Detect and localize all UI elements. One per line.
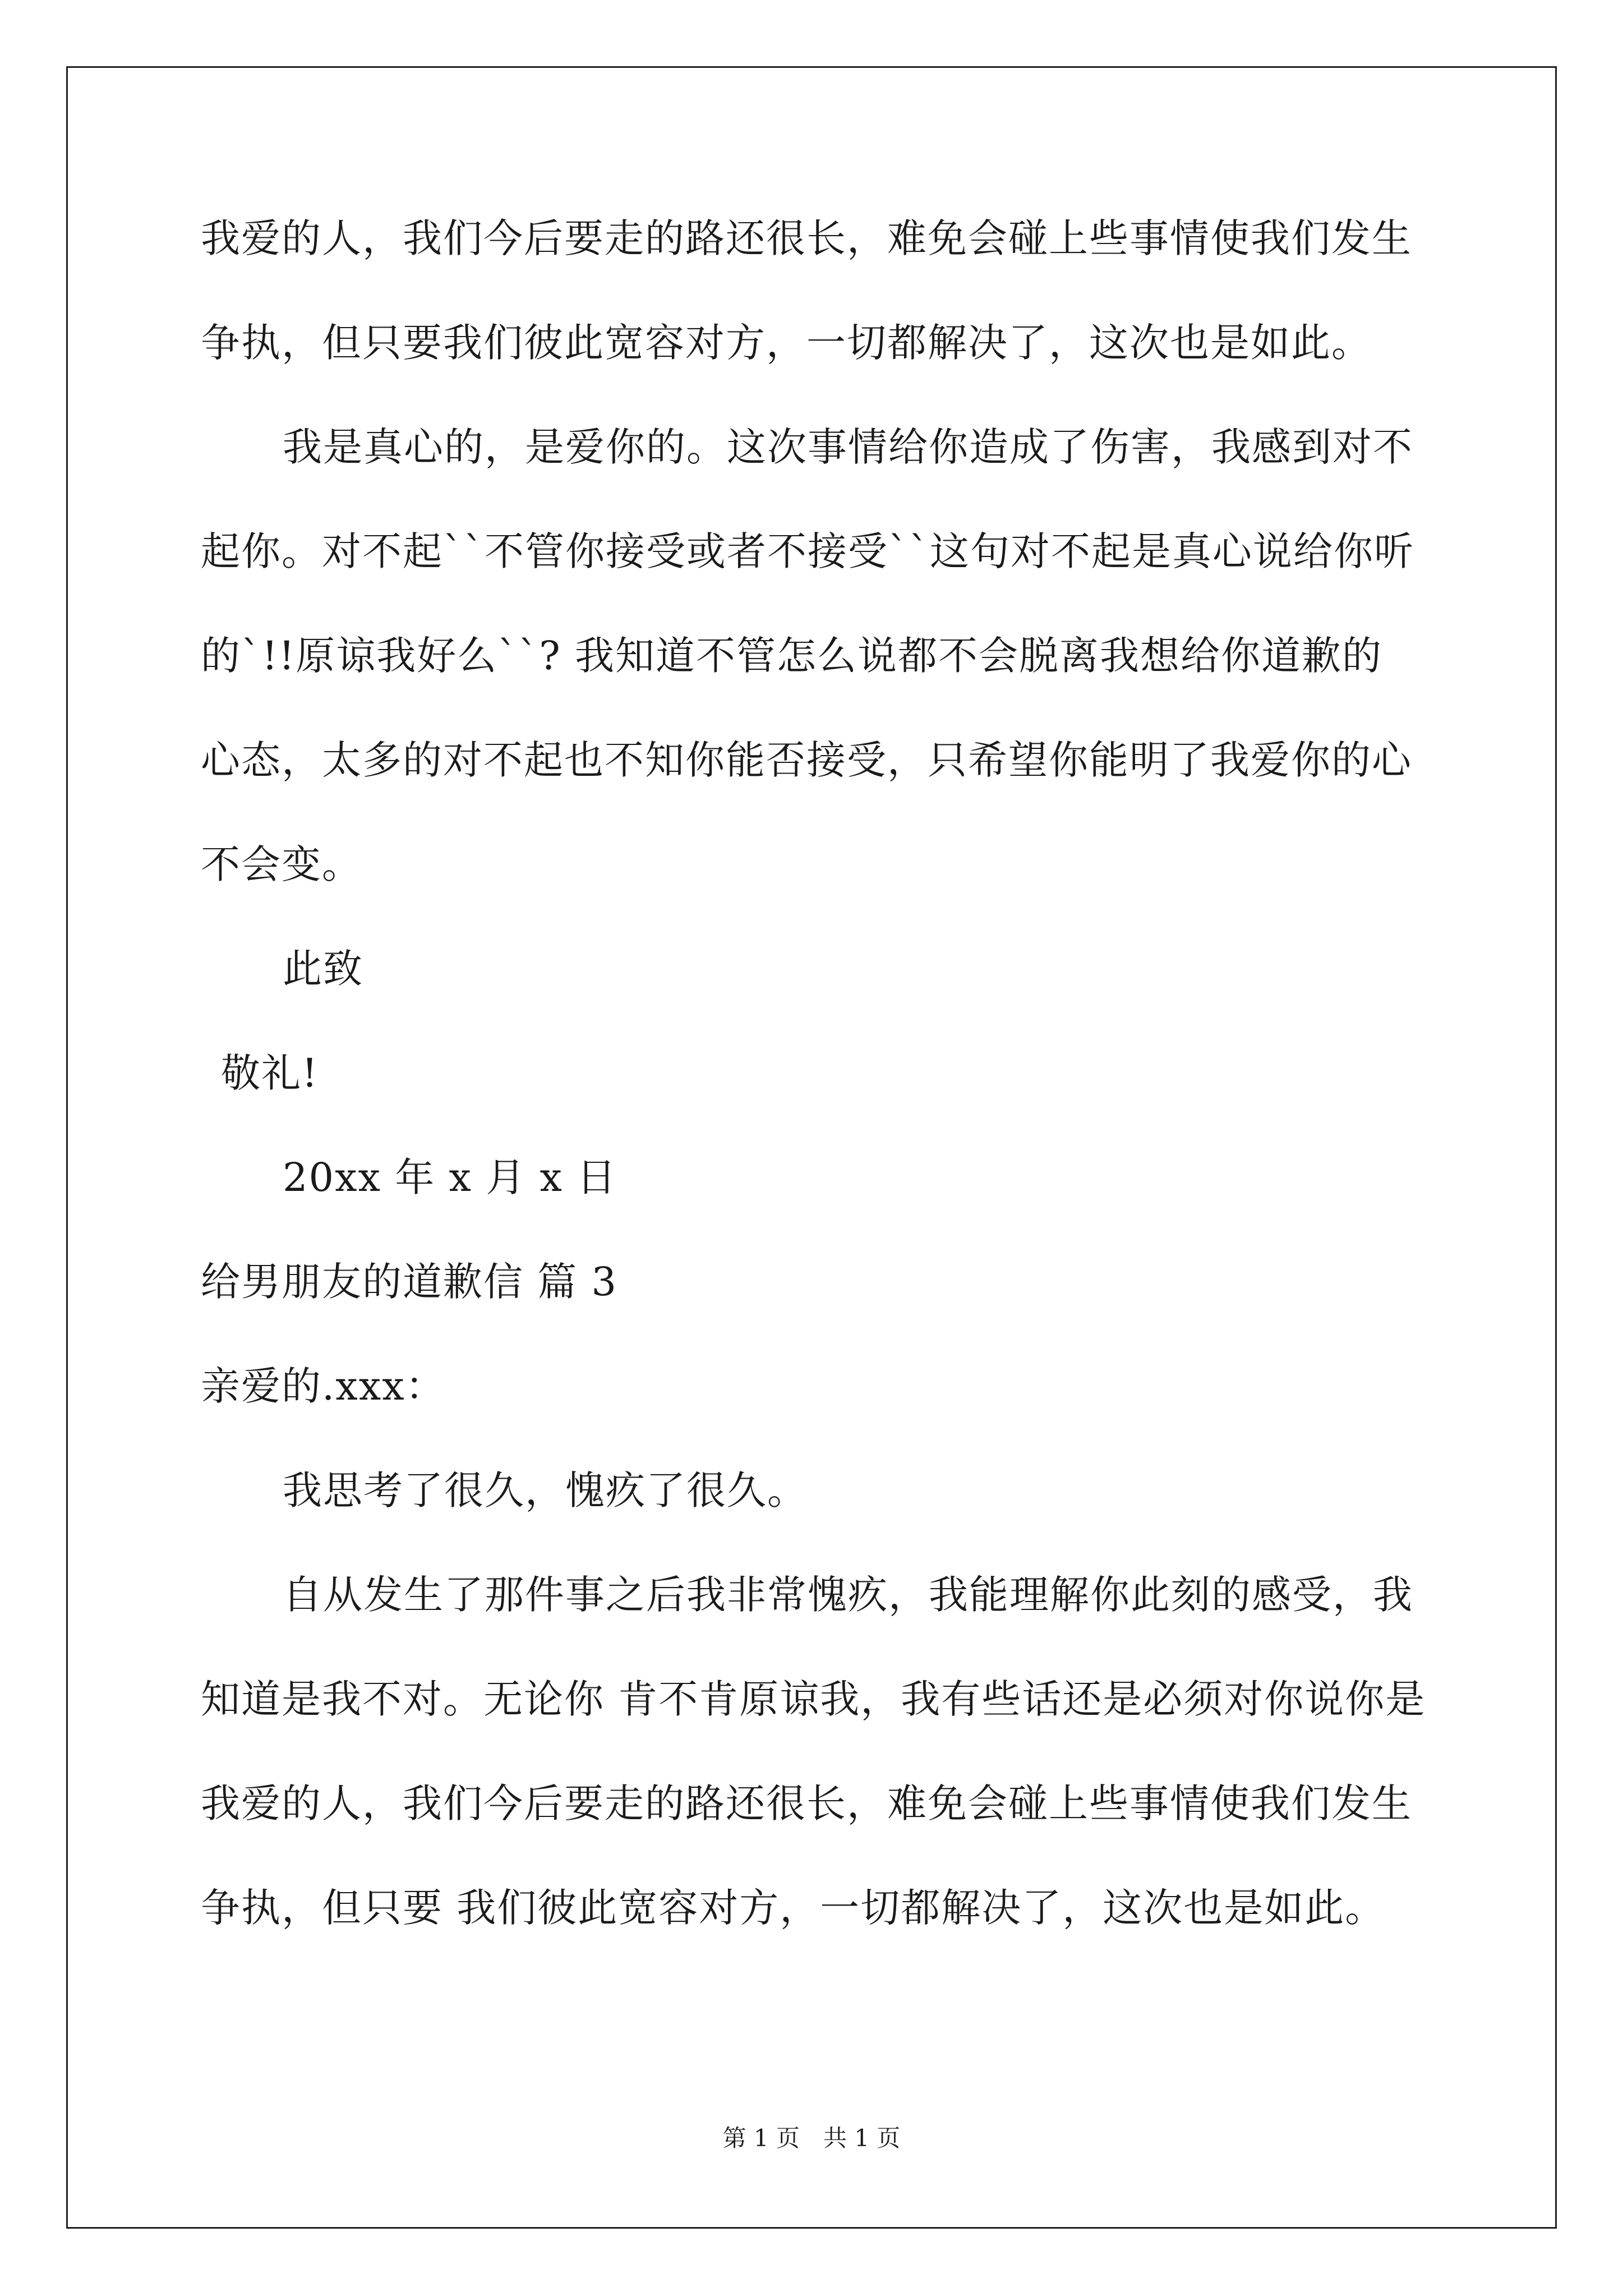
paragraph-start: 我思考了很久，愧疚了很久。: [283, 1467, 808, 1513]
text-line: 起你。对不起``不管你接受或者不接受``这句对不起是真心说给你听: [201, 528, 1414, 574]
letter-date: 20xx 年 x 月 x 日: [283, 1154, 617, 1200]
text-line: 知道是我不对。无论你 肯不肯原谅我，我有些话还是必须对你说你是: [201, 1676, 1426, 1722]
section-heading: 给男朋友的道歉信 篇 3: [201, 1259, 618, 1305]
closing-salutation: 此致: [283, 946, 363, 992]
closing-regards: 敬礼!: [221, 1050, 319, 1096]
text-line: 我爱的人，我们今后要走的路还很长，难免会碰上些事情使我们发生: [201, 1780, 1412, 1826]
text-line: 争执，但只要我们彼此宽容对方，一切都解决了，这次也是如此。: [201, 320, 1372, 366]
paragraph-start: 我是真心的，是爱你的。这次事情给你造成了伤害，我感到对不: [283, 424, 1413, 470]
letter-greeting: 亲爱的.xxx：: [201, 1363, 446, 1409]
text-line: 心态，太多的对不起也不知你能否接受，只希望你能明了我爱你的心: [201, 737, 1412, 783]
page-number: 第 1 页 共 1 页: [722, 2124, 901, 2152]
text-line: 我爱的人，我们今后要走的路还很长，难免会碰上些事情使我们发生: [201, 215, 1412, 261]
text-line: 的`!!原谅我好么``? 我知道不管怎么说都不会脱离我想给你道歉的: [201, 633, 1383, 679]
text-line: 争执，但只要 我们彼此宽容对方，一切都解决了，这次也是如此。: [201, 1885, 1386, 1931]
text-line: 不会变。: [201, 841, 362, 887]
paragraph-start: 自从发生了那件事之后我非常愧疚，我能理解你此刻的感受，我: [283, 1572, 1413, 1618]
